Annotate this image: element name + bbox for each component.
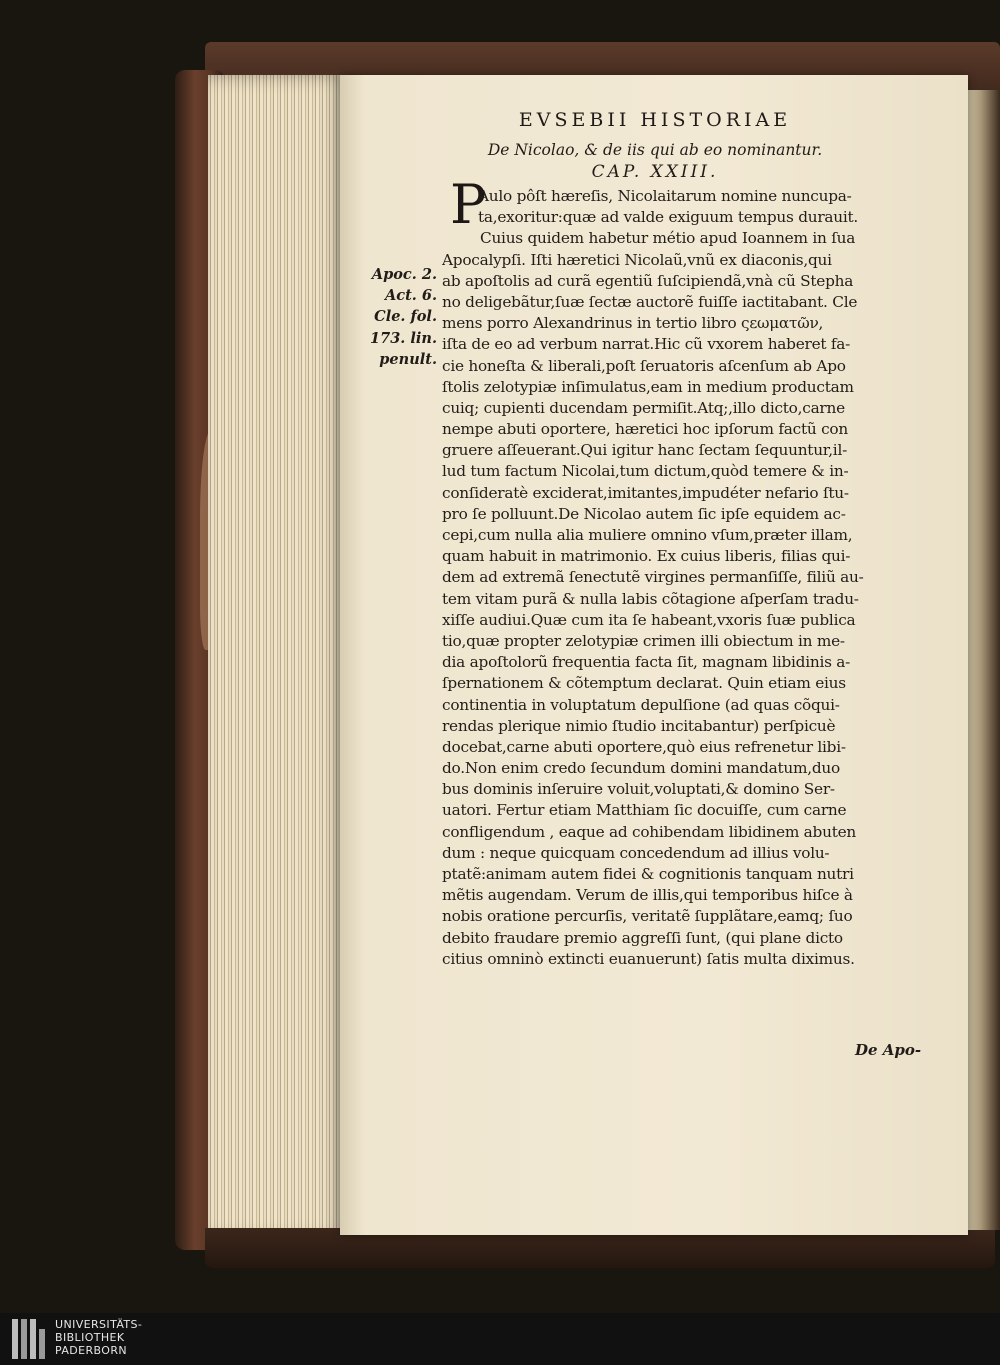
library-name-line3: PADERBORN: [55, 1344, 128, 1357]
drop-capital: P: [450, 173, 487, 236]
text-line: rendas plerique nimio ſtudio incitabantur) perſpicuè: [442, 716, 836, 735]
text-line: continentia in voluptatum depulſione (ad quas cõqui-: [442, 695, 840, 714]
text-line: uatori. Fertur etiam Matthiam ſic docuiſſe, cum carne: [442, 801, 847, 820]
text-line: Aulo pôſt hæreſis, Nicolaitarum nomine nuncupa-: [478, 187, 852, 205]
text-line: confligendum , eaque ad cohibendam libidinem abuten: [442, 822, 857, 841]
text-line: Cuius quidem habetur métio apud Ioannem in ſua: [480, 229, 856, 248]
text-line: mẽtis augendam. Verum de illis,qui temporibus hiſce à: [442, 886, 853, 905]
text-line: nempe abuti oportere, hæretici hoc ipſorum factũ con: [442, 420, 848, 439]
text-line: ptatẽ:animam autem fidei & cognitionis tanquam nutri: [442, 865, 854, 883]
text-line: ta,exoritur:quæ ad valde exiguum tempus durauit.: [478, 208, 859, 227]
text-line: debito fraudare premio aggreſſi ſunt, (qui plane dicto: [442, 928, 843, 947]
text-line: dum : neque quicquam concedendum ad illius volu-: [442, 843, 830, 862]
text-line: citius omninò extincti euanuerunt) ſatis multa diximus.: [442, 949, 855, 968]
text-line: Apocalypſi. Iſti hæretici Nicolaũ,vnũ ex diaconis,qui: [442, 250, 832, 269]
text-line: lud tum factum Nicolai,tum dictum,quòd temere & in-: [442, 462, 849, 481]
text-line: tem vitam purã & nulla labis cõtagione aſperſam tradu-: [442, 589, 859, 608]
text-line: mens porro Alexandrinus in tertio libro ςεωματῶν,: [442, 314, 824, 333]
library-name: [55, 1318, 142, 1357]
text-line: iſta de eo ad verbum narrat.Hic cũ vxorem haberet fa-: [442, 335, 851, 354]
chapter-subtitle: De Nicolao, & de iis qui ab eo nominantur.: [487, 141, 823, 159]
text-line: dem ad extremã ſenectutẽ virgines permanſiſſe, filiũ au-: [442, 568, 864, 587]
text-line: cepi,cum nulla alia muliere omnino vſum,præter illam,: [442, 526, 853, 544]
text-line: ab apoſtolis ad curã egentiũ ſuſcipiendã,vnà cũ Stepha: [442, 271, 854, 290]
text-line: gruere aſſeuerant.Qui igitur hanc ſectam ſequuntur,il-: [442, 441, 848, 460]
text-line: cuiq; cupienti ducendam permiſit.Atq;,illo dicto,carne: [442, 398, 845, 417]
library-logo-icon: [10, 1317, 48, 1361]
text-line: nobis oratione percurſis, veritatẽ ſupplãtare,eamq; ſuo: [442, 907, 853, 926]
text-line: conſideratè exciderat,imitantes,impudéter nefario ſtu-: [442, 483, 849, 502]
library-name-line1: UNIVERSITÄTS-: [55, 1318, 143, 1331]
text-line: no deligebãtur,ſuæ ſectæ auctorẽ fuiſſe iactitabant. Cle: [442, 292, 858, 311]
text-line: xiſſe audiui.Quæ cum ita ſe habeant,vxoris ſuæ publica: [442, 610, 856, 629]
text-line: do.Non enim credo ſecundum domini mandatum,duo: [442, 759, 840, 778]
body-text: [442, 186, 942, 970]
page-edges: [208, 75, 348, 1240]
margin-note: Apoc. 2.: [371, 266, 437, 283]
margin-note: Act. 6.: [384, 287, 437, 305]
text-line: cie honeſta & liberali,poſt ſeruatoris aſcenſum ab Apo: [442, 356, 846, 375]
text-line: dia apoſtolorũ frequentia facta ſit, magnam libidinis a-: [442, 653, 851, 672]
text-line: pro ſe polluunt.De Nicolao autem ſic ipſe equidem ac-: [442, 504, 846, 523]
margin-note: penult.: [379, 350, 437, 368]
text-line: ſpernationem & cõtemptum declarat. Quin etiam eius: [442, 674, 846, 693]
catchword: De Apo-: [855, 1041, 922, 1059]
text-line: tio,quæ propter zelotypiæ crimen illi obiectum in me-: [442, 631, 845, 650]
text-line: quam habuit in matrimonio. Ex cuius liberis, filias qui-: [442, 547, 851, 566]
margin-notes: [365, 264, 437, 370]
footer-bar: [0, 1313, 1000, 1365]
text-line: bus dominis inſeruire voluit,voluptati,& domino Ser-: [442, 780, 835, 799]
text-line: docebat,carne abuti oportere,quò eius refrenetur libi-: [442, 737, 846, 756]
chapter-number: CAP. XXIII.: [591, 162, 719, 182]
running-head: EVSEBII HISTORIAE: [518, 109, 792, 131]
library-name-line2: BIBLIOTHEK: [55, 1331, 125, 1344]
margin-note: 173. lin.: [370, 329, 437, 347]
text-line: ſtolis zelotypiæ inſimulatus,eam in medium productam: [442, 377, 854, 396]
margin-note: Cle. fol.: [374, 308, 437, 326]
